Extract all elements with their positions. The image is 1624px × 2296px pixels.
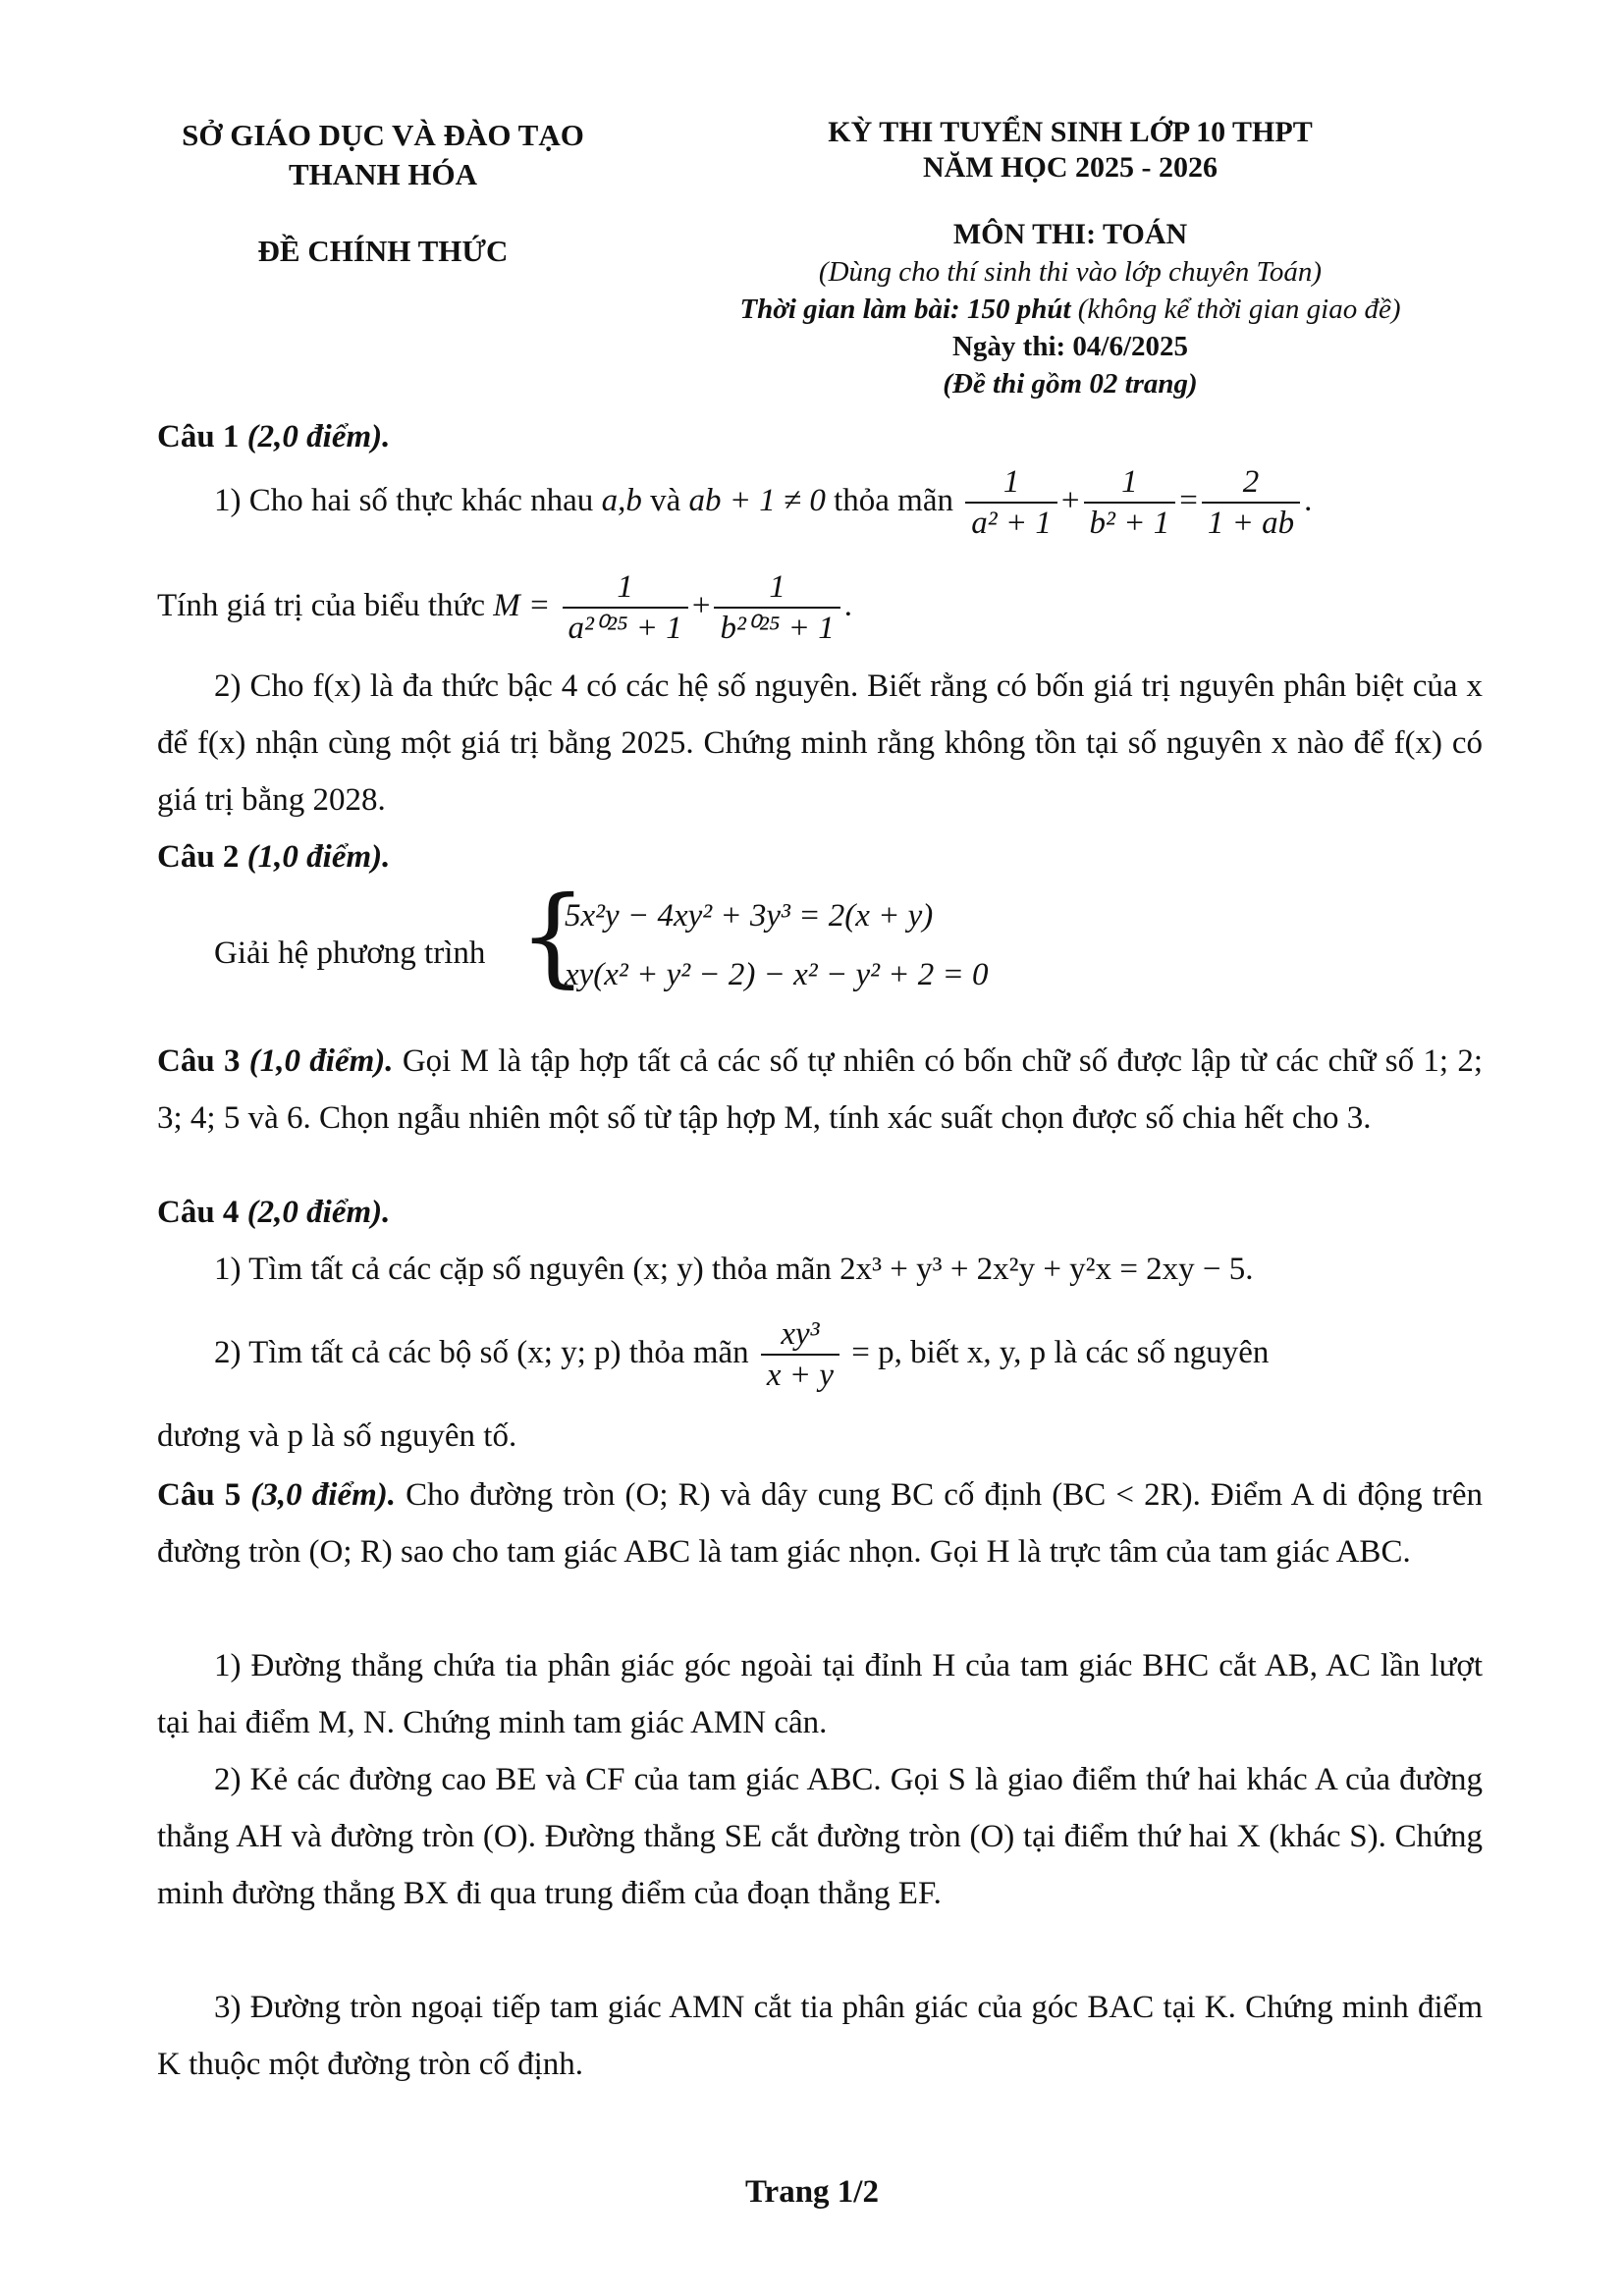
q4-p2-text-b: = p, biết x, y, p là các số nguyên [842,1335,1270,1370]
frac-den: 1 + ab [1207,506,1295,542]
q2-equation-2: xy(x² + y² − 2) − x² − y² + 2 = 0 [565,957,989,992]
frac-den: b² + 1 [1089,506,1170,542]
q4-part2-line [214,1311,1269,1395]
q4-points: (2,0 điểm). [239,1195,391,1230]
q4-part1: 1) Tìm tất cả các cặp số nguyên (x; y) thỏa mãn 2x³ + y³ + 2x²y + y²x = 2xy − 5. [214,1252,1254,1287]
frac-den: b²⁰²⁵ + 1 [720,611,835,647]
q3-points: (1,0 điểm). [240,1043,394,1079]
q1-M-fraction-2 [714,567,839,648]
frac-num: 1 [714,567,839,609]
q5-part2: 2) Kẻ các đường cao BE và CF của tam giác ABC. Gọi S là giao điểm thứ hai khác A của đường thẳng AH và đường tròn (O). Đường thẳng SE cắt đường tròn (O) tại điểm thứ hai X (khác S). Chứng minh đường thẳng BX đi qua trung điểm của đoạn thẳng EF. [157,1762,1483,1911]
header-official-label: ĐỀ CHÍNH THỨC [257,234,509,268]
q1-expression-intro: Tính giá trị của biểu thức [157,588,494,623]
q1-p1-text-c: thỏa mãn [825,483,962,518]
q2-points: (1,0 điểm). [239,839,391,875]
header-department: SỞ GIÁO DỤC VÀ ĐÀO TẠO [182,118,584,152]
q4-p2-text-a: 2) Tìm tất cả các bộ số (x; y; p) thỏa mãn [214,1335,757,1370]
q1-p1-text-a: 1) Cho hai số thực khác nhau [214,483,602,518]
q3-title: Câu 3 [157,1043,241,1079]
header-audience: (Dùng cho thí sinh thi vào lớp chuyên Toán) [818,256,1323,288]
q2-title: Câu 2 [157,839,240,875]
frac-num: xy³ [761,1314,839,1356]
page-number: Trang 1/2 [745,2174,879,2210]
q2-heading [157,836,390,878]
frac-den: a² + 1 [971,506,1052,542]
q3-block [157,1033,1483,1147]
q4-title: Câu 4 [157,1195,240,1230]
q1-part1-line: 1) Cho hai số thực khác nhau a,b và ab + 1 ≠ 0 thỏa mãn $\frac{1}{\text{a² + 1}}$ + $\frac{1}{\text{b² + 1}}$ = $\frac{2}{1 + ab}$ . [214,464,1313,542]
q4-fraction [761,1314,839,1395]
duration-label: Thời gian làm bài: 150 phút [739,294,1071,325]
q5-intro: Cho đường tròn (O; R) và dây cung BC cố định (BC < 2R). Điểm A di động trên đường tròn (O; R) sao cho tam giác ABC là tam giác nhọn. Gọi H là trực tâm của tam giác ABC. [157,1477,1484,1570]
q5-points: (3,0 điểm). [241,1477,397,1513]
q1-title: Câu 1 [157,419,240,454]
frac-num: 1 [563,567,688,609]
header-subject: MÔN THI: TOÁN [952,218,1188,250]
q5-title: Câu 5 [157,1477,242,1513]
header-duration [628,291,1512,328]
q1-expression-M: M = [493,588,551,623]
q1-p1-condition: ab + 1 ≠ 0 [688,483,826,518]
header-school-year: NĂM HỌC 2025 - 2026 [923,151,1218,184]
q4-heading [157,1192,390,1233]
q1-M-fraction-1 [563,567,688,648]
q1-p1-vars: a,b [601,483,642,518]
q5-part3: 3) Đường tròn ngoại tiếp tam giác AMN cắt tia phân giác của góc BAC tại K. Chứng minh điểm K thuộc một đường tròn cố định. [157,1990,1483,2082]
header-page-count: (Đề thi gồm 02 trang) [943,368,1198,400]
q1-points: (2,0 điểm). [239,419,391,454]
q5-block [157,1467,1483,1580]
q3-text: Gọi M là tập hợp tất cả các số tự nhiên có bốn chữ số được lập từ các chữ số 1; 2; 3; 4; 5 và 6. Chọn ngẫu nhiên một số từ tập hợp M, tính xác suất chọn được số chia hết cho 3. [157,1043,1484,1136]
frac-num: 1 [965,462,1057,504]
system-brace-icon: { [518,873,587,998]
q5-part1: 1) Đường thẳng chứa tia phân giác góc ngoài tại đỉnh H của tam giác BHC cắt AB, AC lần lượt tại hai điểm M, N. Chứng minh tam giác AMN cân. [157,1648,1483,1740]
q1-fraction-3 [1202,462,1300,543]
q1-fraction-1 [965,462,1057,543]
header-province: THANH HÓA [288,157,478,191]
frac-den: x + y [766,1358,834,1394]
q1-heading [157,416,390,457]
q1-p1-text-b: và [641,483,689,518]
header-exam-date: Ngày thi: 04/6/2025 [951,331,1189,362]
q4-part2-continuation: dương và p là số nguyên tố. [157,1418,517,1454]
q1-part1-expression-line: Tính giá trị của biểu thức M = $\frac{1}{\text{a²⁰²⁵ + 1}}$ + $\frac{1}{\text{b²⁰²⁵ + 1}}$ . [157,569,852,647]
q2-intro: Giải hệ phương trình [214,935,486,971]
frac-den: a²⁰²⁵ + 1 [568,611,682,647]
frac-num: 2 [1202,462,1300,504]
q2-equation-1: 5x²y − 4xy² + 3y³ = 2(x + y) [565,898,934,934]
q1-part2-text: 2) Cho f(x) là đa thức bậc 4 có các hệ số nguyên. Biết rằng có bốn giá trị nguyên phân biệt của x để f(x) nhận cùng một giá trị bằng 2025. Chứng minh rằng không tồn tại số nguyên x nào để f(x) có giá trị bằng 2028. [157,668,1483,818]
frac-num: 1 [1084,462,1176,504]
header-exam-name: KỲ THI TUYỂN SINH LỚP 10 THPT [828,116,1313,148]
q1-fraction-2 [1084,462,1176,543]
duration-note: (không kể thời gian giao đề) [1070,294,1401,325]
